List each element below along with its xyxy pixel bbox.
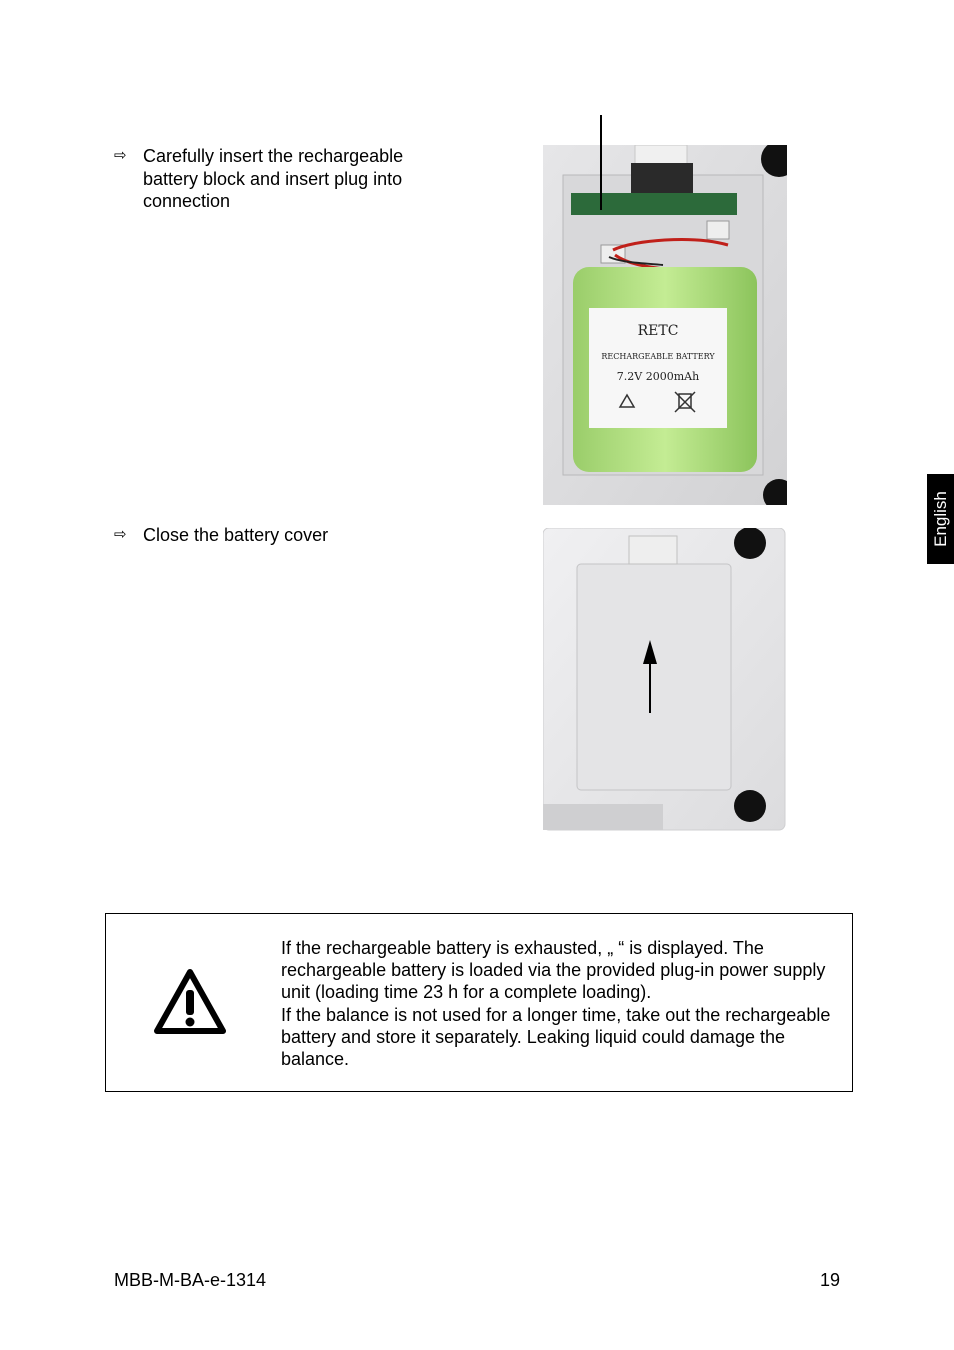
warning-paragraph: If the balance is not used for a longer time, take out the rechargeable battery and store it separately. Leaking liquid could damage the balance.: [281, 1004, 831, 1070]
instruction-step-insert-battery: [114, 145, 443, 213]
step-arrow-icon: ⇨: [114, 147, 127, 164]
step-text: Carefully insert the rechargeable battery block and insert plug into connection: [143, 146, 404, 211]
language-label: English: [930, 491, 950, 547]
battery-cover-photo: [543, 528, 793, 836]
step-arrow-icon: ⇨: [114, 526, 127, 543]
document-id: MBB-M-BA-e-1314: [114, 1270, 267, 1290]
battery-rating: 7.2V 2000mAh: [616, 370, 700, 383]
warning-text: [281, 937, 841, 1070]
battery-brand: RETC: [637, 323, 679, 339]
instruction-step-close-cover: [114, 524, 443, 547]
warning-box: [105, 913, 853, 1092]
pointer-line: [600, 115, 602, 210]
page-number: 19: [820, 1270, 841, 1290]
battery-compartment-photo: [543, 145, 787, 505]
warning-paragraph: If the rechargeable battery is exhausted, „ “ is displayed. The rechargeable battery is loaded via the provided plug-in power supply unit (loading time 23 h for a complete loading).: [281, 938, 826, 1003]
battery-type: RECHARGEABLE BATTERY: [601, 352, 715, 361]
warning-triangle-icon: [153, 968, 227, 1036]
language-tab: [927, 474, 954, 564]
step-text: Close the battery cover: [143, 525, 329, 545]
